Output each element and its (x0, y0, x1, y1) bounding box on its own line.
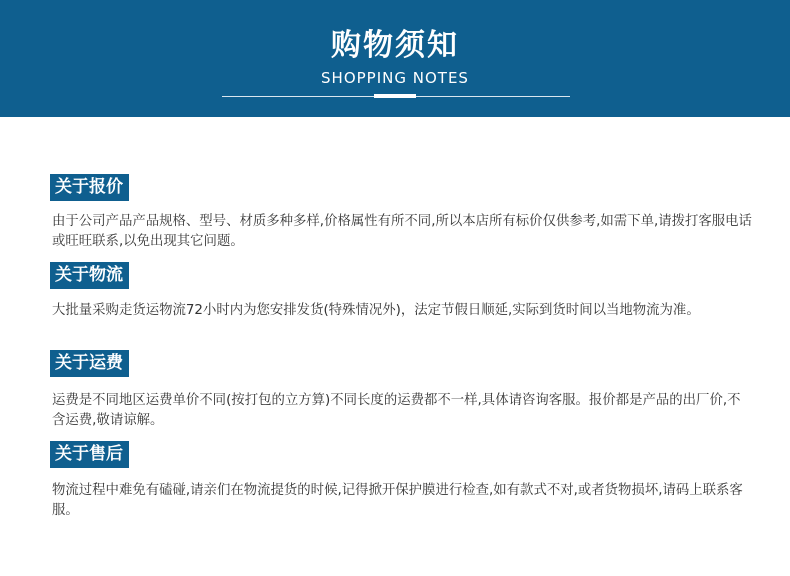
header-divider-accent (374, 94, 416, 98)
section-label-after-sales: 关于售后 (50, 441, 129, 468)
section-text-after-sales: 物流过程中难免有磕碰,请亲们在物流提货的时候,记得掀开保护膜进行检查,如有款式不对,或者货物损坏,请码上联系客服。 (52, 483, 743, 518)
section-label-shipping-fee: 关于运费 (50, 350, 129, 377)
header-banner (0, 0, 790, 117)
section-text-shipping-fee: 运费是不同地区运费单价不同(按打包的立方算)不同长度的运费都不一样,具体请咨询客服。报价都是产品的出厂价,不含运费,敬请谅解。 (52, 393, 741, 428)
section-text-pricing: 由于公司产品产品规格、型号、材质多种多样,价格属性有所不同,所以本店所有标价仅供参考,如需下单,请拨打客服电话或旺旺联系,以免出现其它问题。 (52, 214, 752, 249)
section-label-logistics: 关于物流 (50, 262, 129, 289)
section-text-logistics: 大批量采购走货运物流72小时内为您安排发货(特殊情况外)，法定节假日顺延,实际到货时间以当地物流为准。 (52, 303, 700, 318)
page-subtitle: SHOPPING NOTES (321, 69, 469, 87)
section-label-pricing: 关于报价 (50, 174, 129, 201)
page-title: 购物须知 (331, 28, 459, 63)
